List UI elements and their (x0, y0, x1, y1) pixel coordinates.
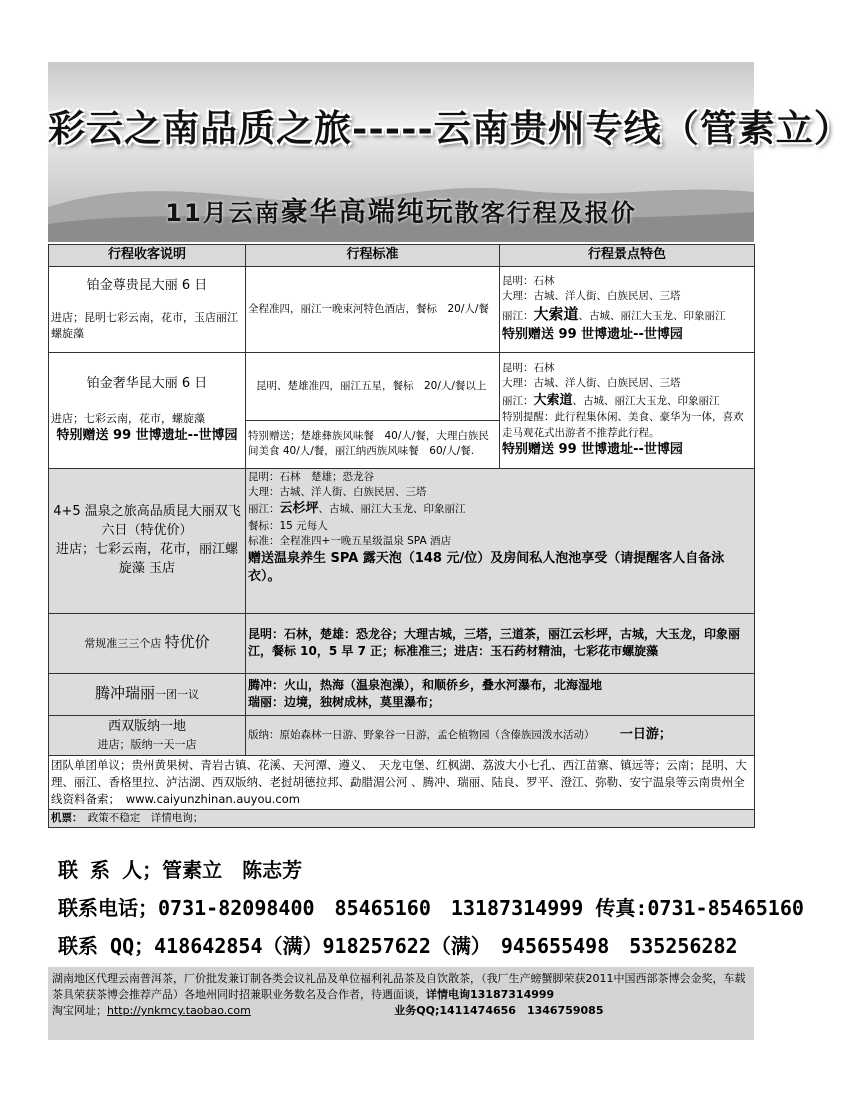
route-cell (49, 715, 246, 755)
route-stores: 进店；版纳一天一店 (97, 737, 197, 751)
sight-line (502, 392, 752, 411)
table-row (49, 613, 755, 673)
route-cell (49, 468, 246, 613)
header-cell: 行程标准 (246, 245, 500, 267)
detail-highlight: 一日游； (619, 726, 672, 742)
ticket-text: 政策不稳定 详情电询； (77, 811, 204, 824)
sight-suffix: 、古城、丽江大玉龙、印象丽江 (578, 310, 726, 323)
route-stores: 进店；七彩云南，花市，丽江螺旋藻 玉店 (55, 541, 238, 576)
detail-line: 版纳：原始森林一日游、野象谷一日游，孟仑植物园（含傣族园泼水活动） (248, 728, 595, 741)
detail-line: 腾冲：火山，热海（温泉泡澡），和顺侨乡，叠水河瀑布，北海湿地 (248, 677, 603, 692)
contact-block (48, 848, 804, 966)
detail-suffix: 、古城、丽江大玉龙、印象丽江 (318, 503, 466, 516)
footer (48, 967, 754, 1040)
banner-subtitle (48, 190, 754, 229)
detail-cell (246, 673, 755, 715)
table-row (49, 468, 755, 613)
detail-line: 餐标：15 元每人 (248, 520, 328, 533)
route-name-small: 常规准三三个店 (84, 637, 162, 651)
standard-cell: 昆明、楚雄准四，丽江五星，餐标 20/人/餐以上 (246, 352, 500, 420)
detail-line: 标准：全程准四+一晚五星级温泉 SPA 酒店 (248, 535, 451, 548)
sights-cell (500, 352, 755, 468)
detail-cell (246, 715, 755, 755)
detail-line (248, 500, 752, 519)
banner-title: 彩云之南品质之旅-----云南贵州专线（管素立） (48, 106, 852, 150)
contact-qq: 联系 QQ；418642854（满）918257622（满） 945655498 535256282 (58, 934, 738, 958)
route-stores: 进店；七彩云南，花市，螺旋藻 (51, 412, 205, 426)
itinerary-table (48, 244, 755, 828)
detail-cell: 昆明：石林，楚雄：恐龙谷；大理古城，三塔，三道茶，丽江云杉坪，古城，大玉龙，印象丽江，餐标 10，5 早 7 正；标准准三；进店：玉石药材精油，七彩花市螺旋藻 (246, 613, 755, 673)
table-row (49, 755, 755, 809)
flyer (48, 62, 852, 1040)
route-name: 铂金奢华昆大丽 6 日 (86, 375, 208, 391)
biz-qq-label: 业务QQ; (394, 1003, 440, 1017)
route-name: 铂金尊贵昆大丽 6 日 (86, 277, 208, 293)
detail-cell (246, 468, 755, 613)
header-cell: 行程景点特色 (500, 245, 755, 267)
detail-highlight: 云杉坪 (279, 501, 319, 517)
sight-highlight: 大索道 (533, 305, 579, 324)
subtitle-emphasis: 豪华高端纯玩 (280, 197, 455, 228)
route-stores: 进店；昆明七彩云南，花市，玉店丽江螺旋藻 (51, 310, 238, 340)
table-header-row (49, 245, 755, 267)
route-name: 4+5 温泉之旅高品质昆大丽双飞六日（特优价） (53, 504, 241, 538)
footer-text: 湖南地区代理云南普洱茶，厂价批发兼订制各类会议礼品及单位福利礼品茶及自饮散茶，（我厂生产螃蟹脚荣获2011中国西部茶博会金奖，车载茶具荣获茶博会推荐产品）各地州同时招兼职业务数名及合作者，待遇面谈， (52, 972, 746, 1001)
route-cell (49, 266, 246, 352)
table-row (49, 809, 755, 827)
subtitle-pre: 11月云南 (165, 199, 281, 227)
biz-qq-value: 1411474656 1346759085 (439, 1003, 604, 1017)
detail-prefix: 丽江： (248, 503, 280, 516)
sight-line: 大理：古城、洋人街、白族民居、三塔 (502, 290, 681, 303)
table-row (49, 352, 755, 420)
sight-prefix: 丽江： (502, 394, 534, 407)
table-row (49, 673, 755, 715)
gift-note: 特别赠送 99 世博遗址--世博园 (502, 327, 683, 343)
footer-hotline: 详情电询13187314999 (426, 987, 555, 1001)
sights-cell (500, 266, 755, 352)
gift-note: 特别赠送 99 世博遗址--世博园 (56, 428, 238, 444)
header-cell: 行程收客说明 (49, 245, 246, 267)
route-cell (49, 352, 246, 468)
route-cell (49, 673, 246, 715)
table-row (49, 715, 755, 755)
sight-line: 昆明：石林 (502, 274, 555, 287)
route-name: 西双版纳一地 (107, 718, 186, 734)
sight-highlight: 大索道 (533, 392, 573, 408)
route-cell (49, 613, 246, 673)
route-name-big: 特优价 (164, 633, 210, 652)
contact-people: 联 系 人；管素立 陈志芳 (58, 858, 303, 882)
detail-line: 昆明：石林 楚雄；恐龙谷 (248, 470, 374, 483)
header-banner (48, 62, 852, 242)
contact-phone: 联系电话；0731-82098400 85465160 13187314999 传真:0731-85465160 (58, 896, 804, 920)
sight-line (502, 304, 752, 326)
detail-line: 大理：古城、洋人街、白族民居、三塔 (248, 486, 427, 499)
sight-line: 大理：古城、洋人街、白族民居、三塔 (502, 377, 681, 390)
sight-prefix: 丽江： (502, 310, 534, 323)
subtitle-post: 散客行程及报价 (454, 199, 637, 227)
table-row (49, 266, 755, 352)
ticket-row (49, 809, 755, 827)
meals-cell: 特别赠送；楚雄彝族风味餐 40/人/餐，大理白族民间美食 40/人/餐，丽江纳西族风味餐 60/人/餐. (246, 420, 500, 468)
tip-note: 特别提醒：此行程集休闲、美食、豪华为一体，喜欢走马观花式出游者不推荐此行程。 (502, 411, 744, 439)
group-note: 团队单团单议；贵州黄果树、青岩古镇、花溪、天河潭、遵义、 天龙屯堡、红枫湖、荔波大小七孔、西江苗寨、镇远等；云南；昆明、大理、丽江、香格里拉、泸沽湖、西双版纳、老挝胡德拉邦、勐腊湄公河 、腾冲、瑞丽、陆良、罗平、澄江、弥勒、安宁温泉等云南贵州全线资料备索； www.caiyunzhinan.auyou.com (49, 755, 755, 809)
shop-label: 淘宝网址； (52, 1003, 107, 1017)
detail-line: 瑞丽：边境，独树成林，莫里瀑布； (248, 695, 441, 710)
shop-link[interactable]: http://ynkmcy.taobao.com (107, 1003, 251, 1017)
sight-suffix: 、古城、丽江大玉龙、印象丽江 (572, 394, 720, 407)
sight-line: 昆明：石林 (502, 362, 555, 375)
ticket-label: 机票： (51, 811, 78, 824)
route-name-small: 一团一议 (155, 688, 199, 702)
route-name-big: 腾冲瑞丽 (94, 684, 155, 703)
gift-note: 赠送温泉养生 SPA 露天泡（148 元/位）及房间私人泡池享受（请提醒客人自备泳衣）。 (248, 550, 725, 585)
gift-note: 特别赠送 99 世博遗址--世博园 (502, 441, 683, 457)
standard-cell: 全程准四，丽江一晚束河特色酒店，餐标 20/人/餐 (246, 266, 500, 352)
